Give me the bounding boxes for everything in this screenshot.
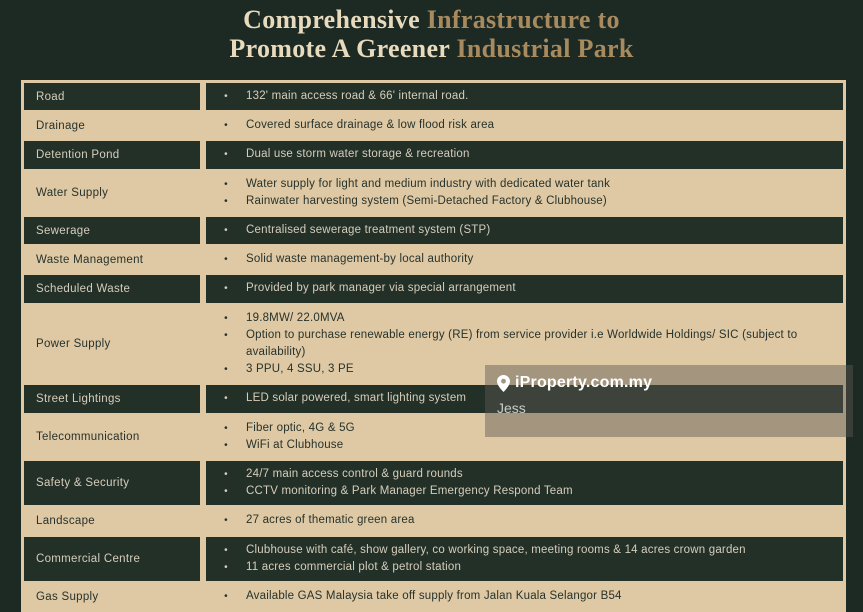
watermark-brand bbox=[497, 374, 853, 392]
row-label: Waste Management bbox=[36, 253, 144, 266]
row-label: Gas Supply bbox=[36, 590, 99, 603]
table-row bbox=[24, 537, 843, 581]
bullet-icon: • bbox=[224, 149, 228, 161]
bullet-text: WiFi at Clubhouse bbox=[246, 438, 344, 451]
bullet-item bbox=[206, 310, 835, 327]
table-row bbox=[24, 583, 843, 610]
bullet-icon: • bbox=[224, 120, 228, 132]
bullet-icon: • bbox=[224, 393, 228, 405]
bullet-text: Water supply for light and medium industry with dedicated water tank bbox=[246, 177, 611, 190]
row-content bbox=[206, 112, 843, 139]
bullet-icon: • bbox=[224, 312, 228, 324]
table-row bbox=[24, 461, 843, 505]
row-content bbox=[206, 246, 843, 273]
bullet-text: Option to purchase renewable energy (RE) from service provider i.e Worldwide Holdings/ SIC (subject to availability) bbox=[246, 328, 798, 359]
bullet-text: Solid waste management-by local authority bbox=[246, 253, 474, 266]
bullet-icon: • bbox=[224, 486, 228, 498]
bullet-text: Centralised sewerage treatment system (STP) bbox=[246, 224, 491, 237]
bullet-icon: • bbox=[224, 591, 228, 603]
bullet-icon: • bbox=[224, 195, 228, 207]
bullet-item bbox=[206, 193, 835, 210]
bullet-item bbox=[206, 251, 835, 268]
bullet-text: Fiber optic, 4G & 5G bbox=[246, 421, 355, 434]
row-content bbox=[206, 461, 843, 505]
watermark-overlay bbox=[485, 365, 853, 437]
bullet-icon: • bbox=[224, 254, 228, 266]
row-label: Telecommunication bbox=[36, 430, 140, 443]
table-row bbox=[24, 246, 843, 273]
row-label: Drainage bbox=[36, 119, 86, 132]
bullet-text: Covered surface drainage & low flood risk area bbox=[246, 119, 495, 132]
bullet-text: Dual use storm water storage & recreation bbox=[246, 148, 470, 161]
bullet-text: Provided by park manager via special arrangement bbox=[246, 282, 516, 295]
row-content bbox=[206, 141, 843, 168]
row-label: Safety & Security bbox=[24, 461, 200, 505]
bullet-item bbox=[206, 437, 835, 454]
row-label: Landscape bbox=[36, 515, 95, 528]
bullet-item bbox=[206, 512, 835, 529]
row-content bbox=[206, 537, 843, 581]
table-row bbox=[24, 83, 843, 110]
bullet-text: Rainwater harvesting system (Semi-Detached Factory & Clubhouse) bbox=[246, 194, 607, 207]
bullet-icon: • bbox=[224, 439, 228, 451]
table-row bbox=[24, 217, 843, 244]
table-row bbox=[24, 171, 843, 215]
row-label: Detention Pond bbox=[24, 141, 200, 168]
watermark-brand-text: iProperty.com.my bbox=[515, 374, 653, 391]
bullet-item bbox=[206, 176, 835, 193]
row-label: Power Supply bbox=[36, 338, 111, 351]
bullet-text: 24/7 main access control & guard rounds bbox=[246, 468, 463, 481]
bullet-item bbox=[206, 88, 835, 105]
title-line2-accent: Industrial Park bbox=[456, 34, 634, 63]
title-line1-accent: Infrastructure to bbox=[426, 5, 620, 34]
page-title bbox=[0, 0, 863, 63]
bullet-icon: • bbox=[224, 422, 228, 434]
bullet-icon: • bbox=[224, 364, 228, 376]
bullet-item bbox=[206, 483, 835, 500]
bullet-text: Clubhouse with café, show gallery, co working space, meeting rooms & 14 acres crown garden bbox=[246, 543, 746, 556]
bullet-icon: • bbox=[224, 561, 228, 573]
bullet-item bbox=[206, 588, 835, 605]
bullet-item bbox=[206, 146, 835, 163]
location-pin-icon bbox=[497, 375, 510, 392]
bullet-item bbox=[206, 542, 835, 559]
bullet-text: 19.8MW/ 22.0MVA bbox=[246, 311, 345, 324]
bullet-icon: • bbox=[224, 329, 228, 341]
bullet-icon: • bbox=[224, 91, 228, 102]
bullet-item bbox=[206, 117, 835, 134]
bullet-text: 27 acres of thematic green area bbox=[246, 514, 415, 527]
bullet-item bbox=[206, 222, 835, 239]
row-content bbox=[206, 83, 843, 110]
row-content bbox=[206, 171, 843, 215]
table-row bbox=[24, 141, 843, 168]
bullet-icon: • bbox=[224, 544, 228, 556]
row-label: Sewerage bbox=[24, 217, 200, 244]
title-line-2 bbox=[0, 34, 863, 63]
bullet-item bbox=[206, 559, 835, 576]
row-content bbox=[206, 275, 843, 302]
table-row bbox=[24, 112, 843, 139]
bullet-icon: • bbox=[224, 515, 228, 527]
row-label: Scheduled Waste bbox=[24, 275, 200, 302]
bullet-icon: • bbox=[224, 283, 228, 295]
bullet-text: Available GAS Malaysia take off supply from Jalan Kuala Selangor B54 bbox=[246, 590, 622, 603]
row-label: Water Supply bbox=[36, 186, 109, 199]
bullet-icon: • bbox=[224, 225, 228, 237]
row-label: Commercial Centre bbox=[24, 537, 200, 581]
title-line1-light: Comprehensive bbox=[243, 5, 427, 34]
bullet-text: LED solar powered, smart lighting system bbox=[246, 392, 467, 405]
row-label: Road bbox=[24, 83, 200, 110]
bullet-icon: • bbox=[224, 469, 228, 481]
bullet-icon: • bbox=[224, 178, 228, 190]
bullet-item bbox=[206, 280, 835, 297]
bullet-text: CCTV monitoring & Park Manager Emergency Respond Team bbox=[246, 485, 573, 498]
bullet-text: 3 PPU, 4 SSU, 3 PE bbox=[246, 363, 354, 376]
bullet-item bbox=[206, 327, 835, 361]
row-content bbox=[206, 507, 843, 534]
bullet-item bbox=[206, 466, 835, 483]
table-row bbox=[24, 507, 843, 534]
infrastructure-table bbox=[21, 80, 846, 612]
title-line2-light: Promote A Greener bbox=[229, 34, 457, 63]
row-label: Street Lightings bbox=[24, 385, 200, 412]
title-line-1 bbox=[0, 5, 863, 34]
table-row bbox=[24, 275, 843, 302]
bullet-text: 132' main access road & 66' internal road. bbox=[246, 90, 469, 102]
watermark-user: Jess bbox=[497, 400, 526, 416]
row-content bbox=[206, 583, 843, 610]
row-content bbox=[206, 217, 843, 244]
bullet-text: 11 acres commercial plot & petrol station bbox=[246, 560, 462, 573]
